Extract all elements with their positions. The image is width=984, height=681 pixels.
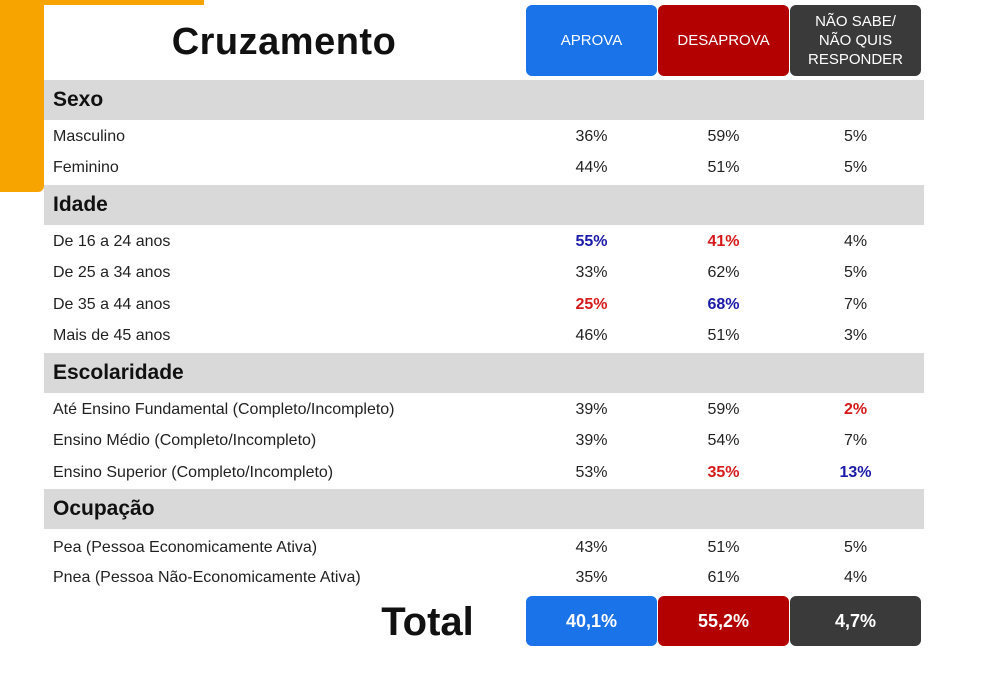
cell-aprova: 55% [575,233,608,250]
page-title: Cruzamento [171,20,397,63]
section-header: Ocupação [44,489,924,529]
row-label: Masculino [53,128,126,145]
row-label: Ensino Superior (Completo/Incompleto) [53,464,334,481]
total-nao-sabe-value: 4,7% [790,596,921,646]
table-row [44,154,924,182]
row-label: Pnea (Pessoa Não-Economicamente Ativa) [53,569,361,586]
table-row [44,534,924,562]
column-header-nao-sabe: NÃO SABE/ NÃO QUIS RESPONDER [790,5,921,76]
cell-aprova: 33% [575,264,608,281]
cell-desaprova: 59% [707,401,740,418]
row-label: De 25 a 34 anos [53,264,171,281]
cell-aprova: 35% [575,569,608,586]
orange-accent-cap [44,0,204,5]
cell-aprova: 53% [575,464,608,481]
section-header: Sexo [44,80,924,120]
row-label: De 16 a 24 anos [53,233,171,250]
total-desaprova-value: 55,2% [658,596,789,646]
cell-aprova: 46% [575,327,608,344]
cell-desaprova: 51% [707,159,740,176]
total-aprova-value: 40,1% [526,596,657,646]
cell-nao-sabe: 5% [843,539,868,556]
cell-nao-sabe: 4% [843,233,868,250]
row-label: Ensino Médio (Completo/Incompleto) [53,432,317,449]
table-row [44,228,924,256]
cell-nao-sabe: 5% [843,159,868,176]
cell-aprova: 39% [575,432,608,449]
cell-nao-sabe: 5% [843,128,868,145]
cell-aprova: 25% [575,296,608,313]
section-header: Idade [44,185,924,225]
cell-desaprova: 62% [707,264,740,281]
row-label: Pea (Pessoa Economicamente Ativa) [53,539,318,556]
row-label: Até Ensino Fundamental (Completo/Incompleto) [53,401,395,418]
total-label: Total [381,599,474,644]
cell-desaprova: 59% [707,128,740,145]
cell-nao-sabe: 2% [843,401,868,418]
cell-aprova: 39% [575,401,608,418]
cell-aprova: 43% [575,539,608,556]
cell-desaprova: 54% [707,432,740,449]
cell-desaprova: 51% [707,327,740,344]
table-row [44,427,924,455]
cell-nao-sabe: 13% [839,464,872,481]
row-label: De 35 a 44 anos [53,296,171,313]
cell-desaprova: 41% [707,233,740,250]
cell-desaprova: 35% [707,464,740,481]
cell-nao-sabe: 5% [843,264,868,281]
cell-nao-sabe: 7% [843,432,868,449]
row-label: Mais de 45 anos [53,327,171,344]
table-row [44,291,924,319]
column-header-aprova: APROVA [526,5,657,76]
cell-desaprova: 51% [707,539,740,556]
table-row [44,396,924,424]
section-header: Escolaridade [44,353,924,393]
table-row [44,322,924,350]
cell-aprova: 36% [575,128,608,145]
column-header-desaprova: DESAPROVA [658,5,789,76]
table-row [44,564,924,592]
table-row [44,259,924,287]
cell-nao-sabe: 3% [843,327,868,344]
cell-aprova: 44% [575,159,608,176]
row-label: Feminino [53,159,119,176]
orange-accent-bar [0,0,44,192]
cell-desaprova: 61% [707,569,740,586]
table-row [44,459,924,487]
table-row [44,123,924,151]
cell-nao-sabe: 4% [843,569,868,586]
cell-desaprova: 68% [707,296,740,313]
cell-nao-sabe: 7% [843,296,868,313]
